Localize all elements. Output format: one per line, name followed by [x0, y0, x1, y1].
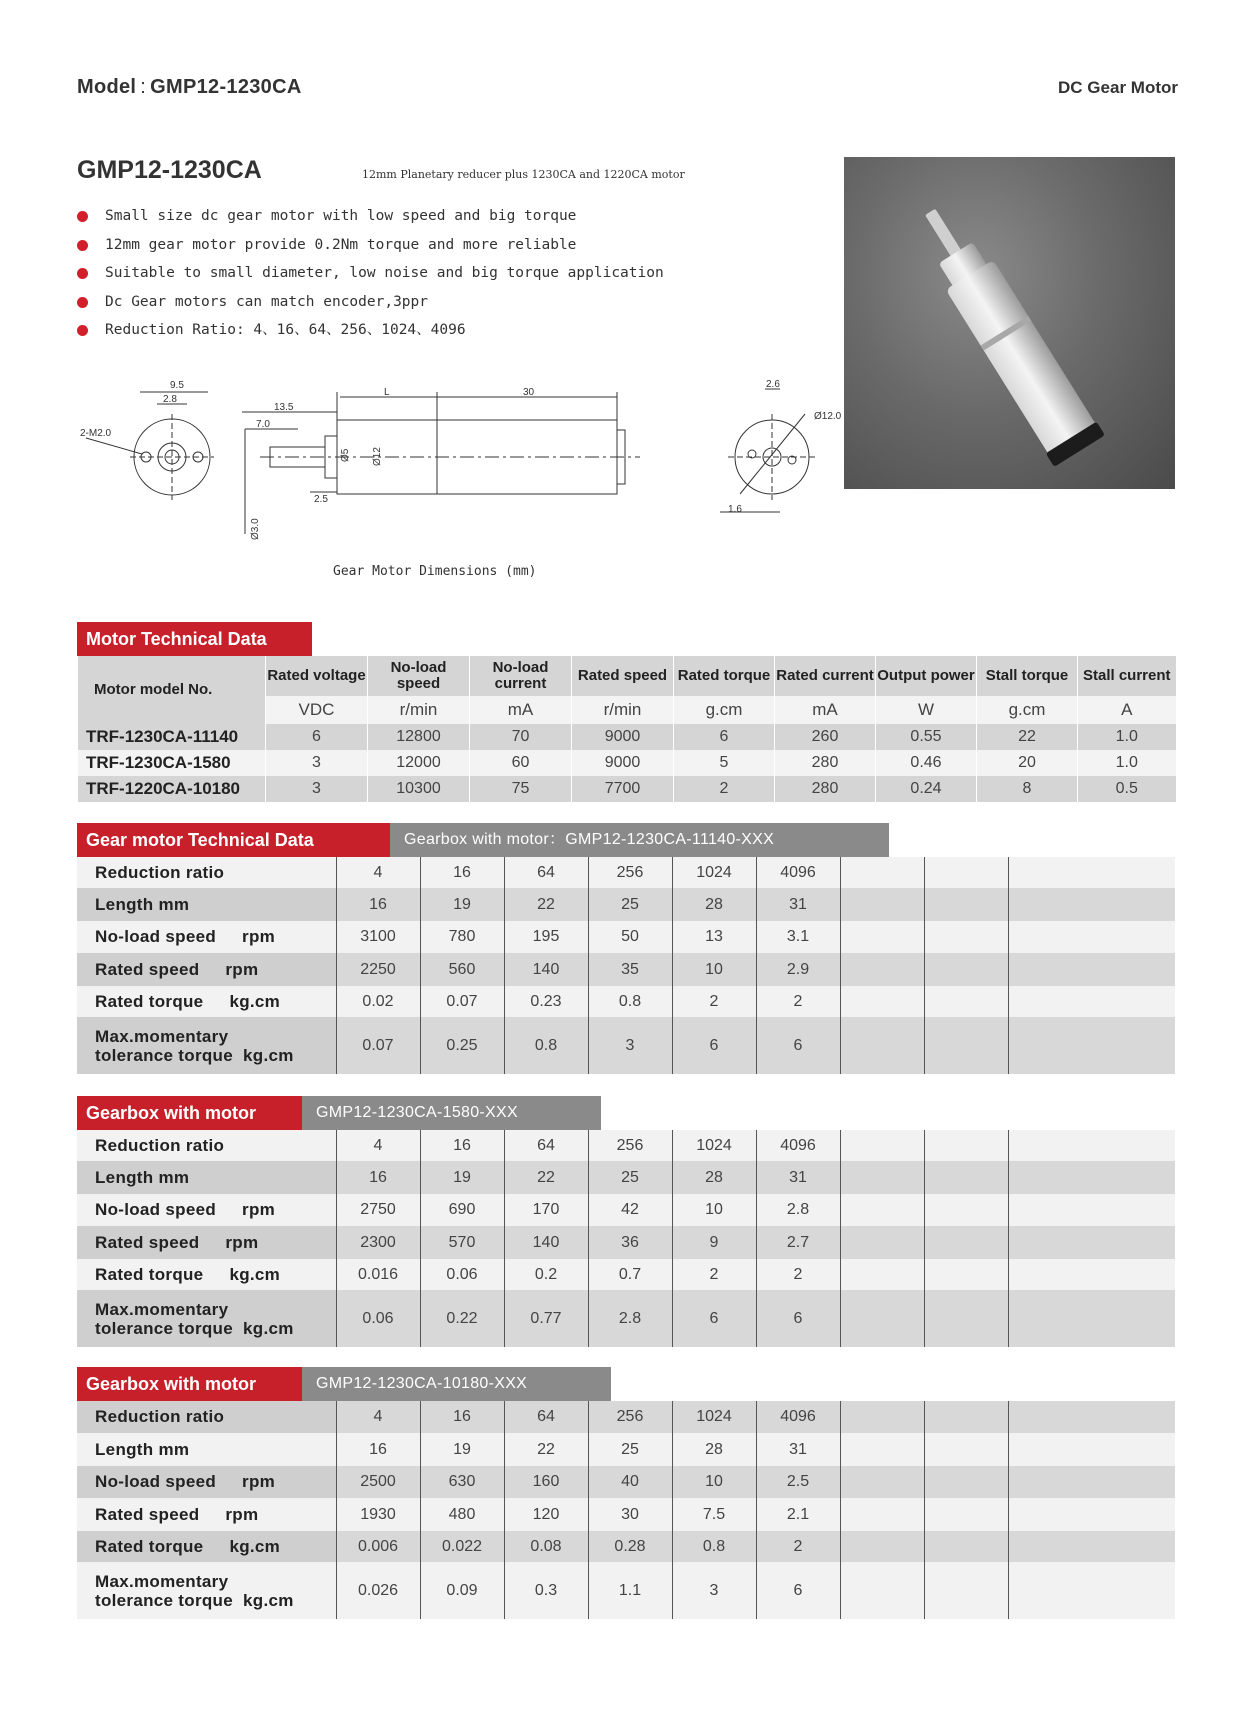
model-label: Model — [77, 76, 137, 98]
feature-item: Small size dc gear motor with low speed and big torque — [77, 206, 664, 235]
dim-d5: Ø5 — [340, 448, 351, 462]
motor-data-table — [77, 656, 1176, 802]
product-title: GMP12-1230CA — [77, 156, 262, 184]
feature-item: 12mm gear motor provide 0.2Nm torque and more reliable — [77, 235, 664, 264]
gear-table-3 — [77, 1401, 1175, 1619]
model-separator: : — [140, 76, 147, 98]
motor-data-title: Motor Technical Data — [77, 622, 312, 656]
table-row: TRF-1230CA-11140 6 12800 70 9000 6 260 0.55 22 1.0 — [78, 724, 1176, 750]
category-label: DC Gear Motor — [1058, 78, 1178, 97]
table-row: Reduction ratio 4 16 64 256 1024 4096 — [77, 1401, 1175, 1433]
dim-9-5: 9.5 — [170, 380, 184, 391]
feature-list — [77, 206, 664, 349]
table-row: No-load speed rpm 3100 780 195 50 13 3.1 — [77, 921, 1175, 953]
bullet-icon — [77, 268, 88, 279]
dimension-drawing — [80, 374, 860, 544]
feature-item: Dc Gear motors can match encoder,3ppr — [77, 292, 664, 321]
gear-table-1-subtitle: Gearbox with motor：GMP12-1230CA-11140-XXX — [390, 823, 889, 857]
model-line — [77, 76, 302, 99]
dim-1-6: 1.6 — [728, 504, 742, 515]
model-column-header: Motor model No. — [78, 656, 266, 724]
dim-d12: Ø12 — [372, 447, 383, 466]
bullet-icon — [77, 325, 88, 336]
table-row: Reduction ratio 4 16 64 256 1024 4096 — [77, 857, 1175, 888]
dim-13-5: 13.5 — [274, 402, 294, 413]
table-row: No-load speed rpm 2750 690 170 42 10 2.8 — [77, 1194, 1175, 1226]
table-row: TRF-1220CA-10180 3 10300 75 7700 2 280 0.24 8 0.5 — [78, 776, 1176, 802]
product-subtitle: 12mm Planetary reducer plus 1230CA and 1220CA motor — [362, 168, 685, 181]
dim-7-0: 7.0 — [256, 419, 270, 430]
dim-l: L — [384, 387, 390, 398]
gear-table-2-title: Gearbox with motor — [77, 1096, 302, 1130]
dim-d3: Ø3.0 — [250, 518, 261, 540]
table-row: Rated speed rpm 1930 480 120 30 7.5 2.1 — [77, 1498, 1175, 1531]
gear-table-2-subtitle: GMP12-1230CA-1580-XXX — [302, 1096, 601, 1130]
table-row: Rated speed rpm 2250 560 140 35 10 2.9 — [77, 953, 1175, 986]
dim-d12-0: Ø12.0 — [814, 411, 842, 422]
table-row: Reduction ratio 4 16 64 256 1024 4096 — [77, 1130, 1175, 1161]
table-row: Length mm 16 19 22 25 28 31 — [77, 1433, 1175, 1466]
bullet-icon — [77, 211, 88, 222]
table-row: No-load speed rpm 2500 630 160 40 10 2.5 — [77, 1466, 1175, 1498]
table-row: Rated torque kg.cm 0.006 0.022 0.08 0.28 0.8 2 — [77, 1531, 1175, 1562]
table-row: Length mm 16 19 22 25 28 31 — [77, 888, 1175, 921]
dim-30: 30 — [523, 387, 535, 398]
table-row: Max.momentary tolerance torque kg.cm 0.07 0.25 0.8 3 6 6 — [77, 1017, 1175, 1074]
dim-2-8: 2.8 — [163, 394, 177, 405]
bullet-icon — [77, 297, 88, 308]
table-row: Rated speed rpm 2300 570 140 36 9 2.7 — [77, 1226, 1175, 1259]
dim-m2: 2-M2.0 — [80, 428, 112, 439]
gear-table-2 — [77, 1130, 1175, 1347]
product-photo — [844, 157, 1175, 489]
table-header-row: Motor model No. Rated voltage No-load speed No-load current Rated speed Rated torque Rated current Output power Stall torque Stall current — [78, 656, 1176, 696]
dim-2-5: 2.5 — [314, 494, 328, 505]
table-row: Rated torque kg.cm 0.02 0.07 0.23 0.8 2 2 — [77, 986, 1175, 1017]
gear-table-3-subtitle: GMP12-1230CA-10180-XXX — [302, 1367, 611, 1401]
gear-table-3-title: Gearbox with motor — [77, 1367, 302, 1401]
bullet-icon — [77, 240, 88, 251]
feature-item: Suitable to small diameter, low noise and big torque application — [77, 263, 664, 292]
table-unit-row: VDC r/min mA r/min g.cm mA W g.cm A — [78, 696, 1176, 724]
gear-table-1-title: Gear motor Technical Data — [77, 823, 390, 857]
feature-item: Reduction Ratio: 4、16、64、256、1024、4096 — [77, 320, 664, 349]
table-row: Max.momentary tolerance torque kg.cm 0.06 0.22 0.77 2.8 6 6 — [77, 1290, 1175, 1347]
dim-2-6: 2.6 — [766, 379, 780, 390]
table-row: TRF-1230CA-1580 3 12000 60 9000 5 280 0.46 20 1.0 — [78, 750, 1176, 776]
table-row: Length mm 16 19 22 25 28 31 — [77, 1161, 1175, 1194]
table-row: Rated torque kg.cm 0.016 0.06 0.2 0.7 2 2 — [77, 1259, 1175, 1290]
table-row: Max.momentary tolerance torque kg.cm 0.026 0.09 0.3 1.1 3 6 — [77, 1562, 1175, 1619]
gear-table-1 — [77, 857, 1175, 1074]
drawing-caption: Gear Motor Dimensions (mm) — [333, 564, 537, 579]
model-value: GMP12-1230CA — [150, 76, 302, 98]
gear-motor-photo-icon — [844, 157, 1175, 489]
